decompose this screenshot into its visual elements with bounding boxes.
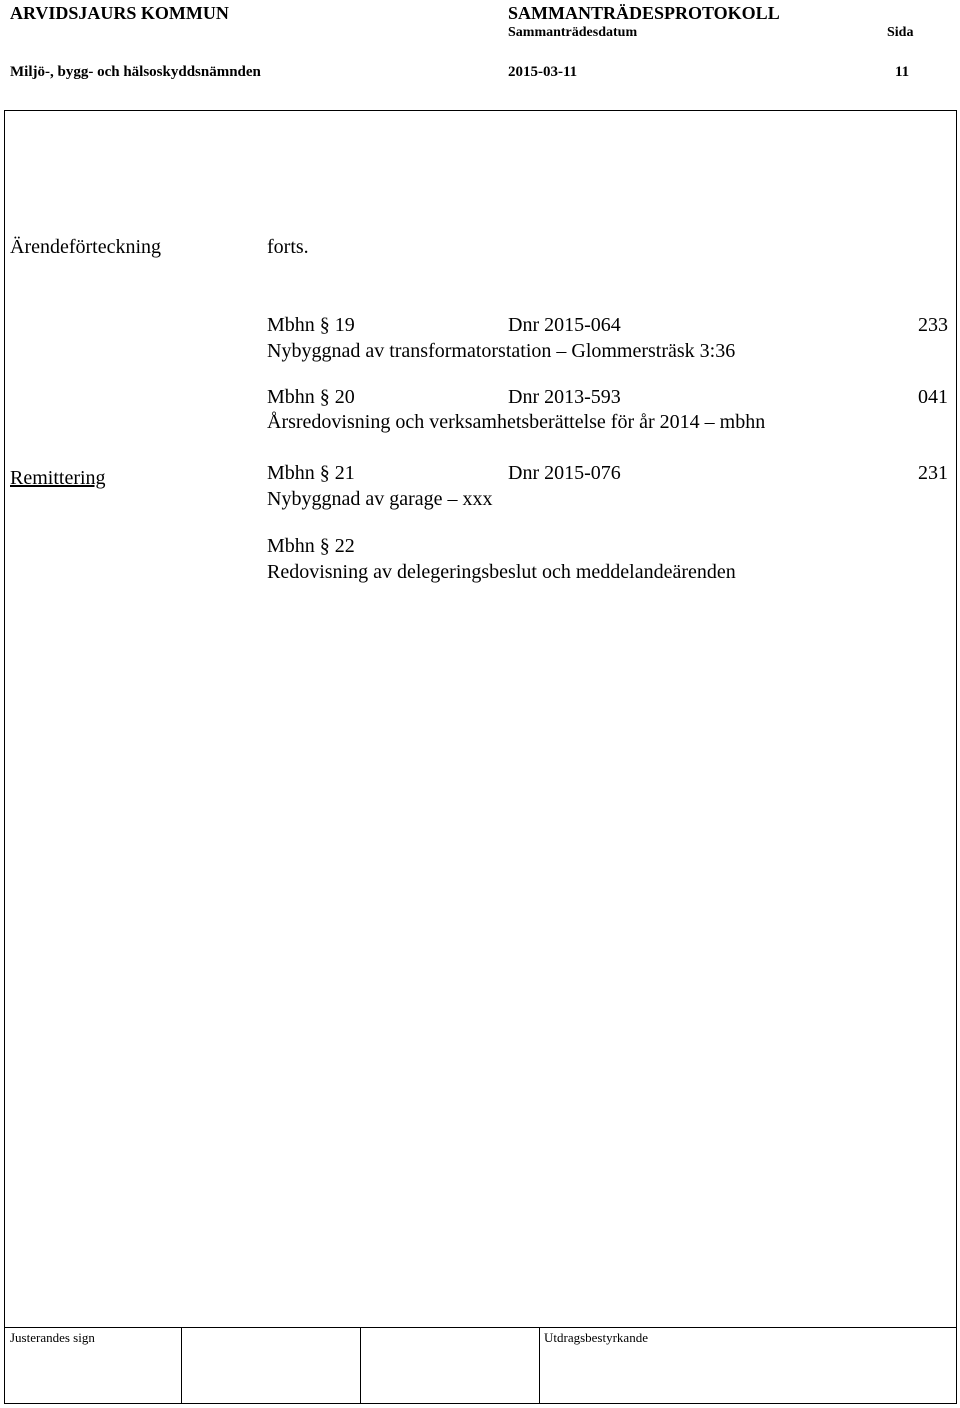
footer-divider <box>539 1327 540 1404</box>
page-number: 11 <box>895 64 910 80</box>
signature-footer <box>4 1327 957 1404</box>
meeting-date: 2015-03-11 <box>508 64 578 80</box>
footer-divider <box>181 1327 182 1404</box>
date-label: Sammanträdesdatum <box>508 25 638 40</box>
item-title: Nybyggnad av garage – xxx <box>267 488 493 510</box>
item-paragraph: Mbhn § 19 <box>267 314 355 336</box>
item-title: Nybyggnad av transformatorstation – Glommersträsk 3:36 <box>267 340 736 362</box>
page-label: Sida <box>887 25 914 40</box>
item-dnr: Dnr 2015-064 <box>508 314 621 336</box>
footer-justerandes-sign: Justerandes sign <box>10 1330 95 1345</box>
item-code: 231 <box>918 462 948 484</box>
item-title: Redovisning av delegeringsbeslut och meddelandeärenden <box>267 561 736 583</box>
item-dnr: Dnr 2015-076 <box>508 462 621 484</box>
item-code: 041 <box>918 386 948 408</box>
item-paragraph: Mbhn § 22 <box>267 535 355 557</box>
item-paragraph: Mbhn § 20 <box>267 386 355 408</box>
item-dnr: Dnr 2013-593 <box>508 386 621 408</box>
committee-name: Miljö-, bygg- och hälsoskyddsnämnden <box>10 64 261 80</box>
item-paragraph: Mbhn § 21 <box>267 462 355 484</box>
remittering-label: Remittering <box>10 467 106 489</box>
item-code: 233 <box>918 314 948 336</box>
document-type: SAMMANTRÄDESPROTOKOLL <box>508 3 780 23</box>
item-title: Årsredovisning och verksamhetsberättelse för år 2014 – mbhn <box>267 411 766 433</box>
section-title: Ärendeförteckning <box>10 236 162 258</box>
footer-divider <box>360 1327 361 1404</box>
content-frame <box>4 110 957 1404</box>
section-continued: forts. <box>267 236 309 258</box>
municipality-name: ARVIDSJAURS KOMMUN <box>10 3 229 23</box>
footer-utdragsbestyrkande: Utdragsbestyrkande <box>544 1330 648 1345</box>
